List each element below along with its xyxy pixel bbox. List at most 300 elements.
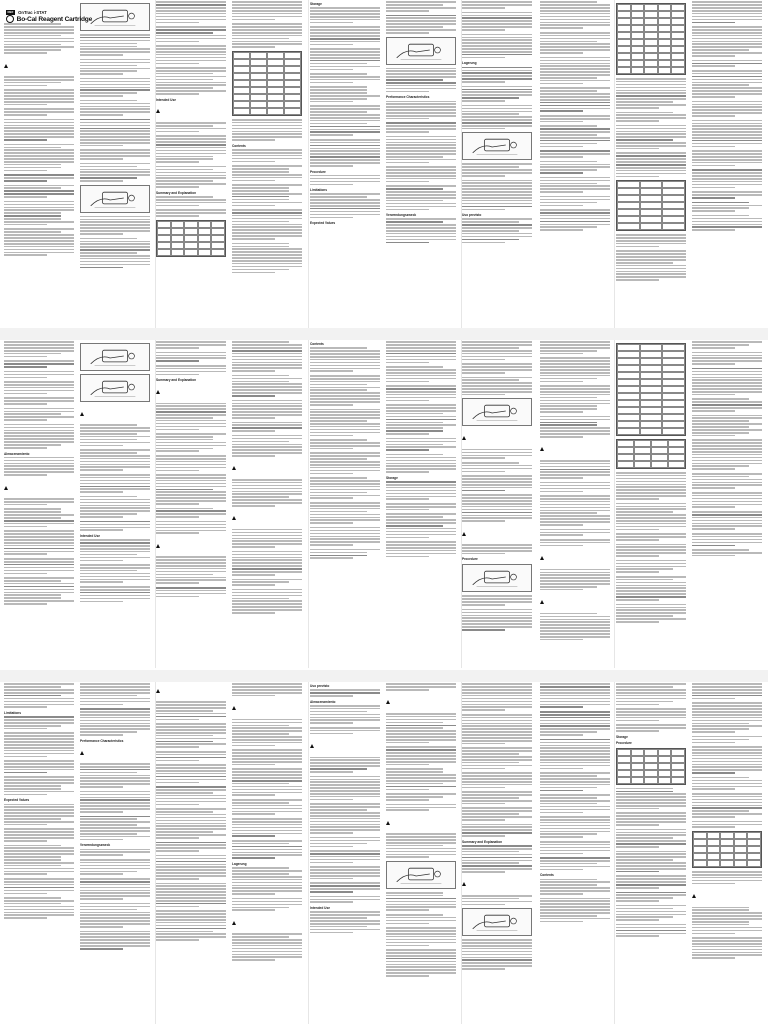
text-line (692, 432, 749, 434)
text-line (232, 400, 302, 402)
table-cell (250, 94, 267, 101)
text-line (80, 939, 150, 941)
text-line (232, 168, 289, 170)
text-line (616, 259, 686, 261)
text-line (4, 177, 74, 179)
text-line (156, 141, 226, 143)
text-line (386, 91, 429, 93)
text-line (310, 217, 353, 219)
text-line (232, 395, 275, 397)
text-line (386, 341, 456, 343)
text-line (540, 188, 610, 190)
text-line (616, 871, 659, 873)
table-cell (233, 94, 250, 101)
text-line (232, 119, 302, 121)
text-line (310, 13, 380, 15)
text-line (462, 89, 532, 91)
text-line (310, 105, 380, 107)
text-line (692, 55, 735, 57)
body-paragraph (310, 705, 380, 724)
text-line (156, 405, 226, 407)
text-line (462, 604, 505, 606)
text-line (80, 106, 150, 108)
section-heading: Storage (310, 2, 322, 6)
table-cell (284, 108, 301, 115)
text-line (80, 48, 150, 50)
text-line (462, 163, 532, 165)
body-paragraph (386, 166, 456, 182)
text-line (692, 191, 762, 193)
text-line (80, 452, 137, 454)
text-line (692, 816, 735, 818)
text-line (80, 890, 150, 892)
text-line (616, 139, 673, 141)
text-line (692, 4, 762, 6)
text-line (232, 444, 302, 446)
text-line (462, 350, 532, 352)
text-line (616, 152, 686, 154)
text-line (310, 411, 380, 413)
text-line (462, 94, 532, 96)
text-line (386, 203, 456, 205)
text-line (310, 381, 380, 383)
text-line (616, 549, 686, 551)
text-line (692, 695, 762, 697)
text-line (386, 344, 456, 346)
table-cell (668, 447, 685, 454)
text-line (692, 511, 762, 513)
body-paragraph (540, 209, 610, 231)
text-line (692, 377, 762, 379)
text-line (462, 959, 532, 961)
text-line (156, 704, 226, 706)
text-line (692, 918, 762, 920)
text-line (462, 725, 532, 727)
text-line (80, 802, 150, 804)
text-line (4, 474, 47, 476)
text-line (4, 766, 74, 768)
warning-icon (232, 921, 236, 925)
text-line (310, 519, 380, 521)
text-line (310, 92, 367, 94)
body-paragraph (4, 89, 74, 105)
body-paragraph (232, 898, 302, 911)
page-fold-line (155, 340, 156, 668)
body-paragraph (4, 508, 74, 527)
text-line (310, 538, 380, 540)
table-cell (640, 414, 663, 421)
text-line (462, 51, 532, 53)
table-cell (658, 39, 672, 46)
text-line (540, 150, 610, 152)
text-line (310, 63, 367, 65)
body-paragraph (540, 529, 610, 536)
body-paragraph (80, 849, 150, 856)
body-paragraph (156, 786, 226, 805)
table-cell (617, 11, 631, 18)
text-line (156, 834, 226, 836)
text-line (540, 24, 610, 26)
text-line (156, 166, 226, 168)
text-line (692, 146, 735, 148)
body-paragraph (386, 481, 456, 500)
text-line (462, 939, 532, 941)
text-line (232, 128, 302, 130)
text-line (462, 704, 532, 706)
text-line (692, 523, 762, 525)
text-line (232, 43, 302, 45)
text-line (540, 790, 583, 792)
text-line (156, 177, 226, 179)
text-line (156, 751, 226, 753)
text-line (692, 824, 762, 826)
text-line (310, 211, 380, 213)
text-line (692, 731, 735, 733)
section-heading: Almacenamiento (310, 699, 336, 704)
body-paragraph (540, 416, 610, 438)
text-line (4, 890, 74, 892)
body-paragraph (80, 816, 150, 841)
table-cell (671, 67, 685, 74)
text-line (310, 69, 353, 71)
text-line (692, 949, 762, 951)
text-line (156, 866, 226, 868)
text-line (232, 689, 302, 691)
text-line (156, 355, 226, 357)
body-paragraph (540, 57, 610, 85)
text-line (80, 821, 150, 823)
text-line (386, 366, 443, 368)
text-line (156, 735, 213, 737)
table-cell (640, 209, 663, 216)
text-line (80, 811, 123, 813)
text-line (232, 568, 302, 570)
text-line (462, 695, 532, 697)
text-line (692, 415, 762, 417)
text-line (540, 400, 610, 402)
text-line (540, 60, 610, 62)
body-paragraph (616, 125, 686, 150)
text-line (386, 752, 456, 754)
text-line (540, 19, 610, 21)
text-line (692, 445, 762, 447)
body-paragraph (386, 101, 456, 120)
text-line (540, 532, 610, 534)
text-line (156, 439, 213, 441)
text-line (80, 786, 123, 788)
text-line (4, 706, 47, 708)
text-line (156, 183, 226, 185)
text-line (310, 375, 380, 377)
text-line (310, 557, 353, 559)
text-line (462, 481, 532, 483)
text-line (692, 13, 762, 15)
text-line (80, 884, 150, 886)
text-line (232, 139, 275, 141)
table-cell (747, 860, 761, 867)
text-line (616, 478, 686, 480)
text-line (80, 769, 150, 771)
text-line (616, 868, 686, 870)
body-paragraph (232, 683, 302, 696)
text-line (156, 467, 226, 469)
text-line (462, 122, 532, 124)
text-line (692, 826, 735, 828)
body-paragraph (616, 250, 686, 281)
text-line (80, 581, 123, 583)
text-line (80, 51, 150, 53)
text-line (692, 96, 735, 98)
text-line (386, 70, 456, 72)
body-paragraph (80, 564, 150, 583)
text-line (80, 507, 150, 509)
text-line (156, 764, 226, 766)
body-paragraph (156, 166, 226, 188)
text-line (232, 161, 275, 163)
table-cell (734, 832, 748, 839)
text-line (156, 371, 226, 373)
text-line (310, 869, 380, 871)
text-line (4, 514, 74, 516)
text-line (692, 946, 762, 948)
text-line (692, 698, 735, 700)
text-line (540, 13, 610, 15)
text-line (462, 629, 505, 631)
text-line (310, 48, 380, 50)
text-line (80, 851, 150, 853)
text-line (310, 148, 380, 150)
text-line (156, 919, 226, 921)
body-paragraph (310, 86, 380, 102)
body-paragraph (232, 209, 302, 240)
text-line (156, 35, 226, 37)
text-line (462, 366, 532, 368)
body-paragraph (156, 682, 226, 720)
table-cell (662, 181, 685, 188)
body-paragraph (310, 896, 380, 903)
text-line (616, 930, 686, 932)
body-paragraph (386, 122, 456, 132)
table-cell (640, 188, 663, 195)
text-line (462, 478, 532, 480)
text-line (310, 486, 380, 488)
text-line (386, 933, 456, 935)
text-line (310, 111, 367, 113)
text-line (232, 933, 302, 935)
body-paragraph (462, 714, 532, 745)
text-line (156, 738, 226, 740)
text-line (4, 853, 74, 855)
table-cell (634, 454, 651, 461)
table-cell (631, 756, 645, 763)
text-line (540, 898, 610, 900)
text-line (616, 529, 659, 531)
cartridge-illustration-icon (463, 565, 531, 591)
body-paragraph (616, 576, 686, 601)
text-line (540, 433, 610, 435)
text-line (462, 471, 505, 473)
text-line (540, 140, 610, 142)
text-line (156, 530, 226, 532)
text-line (232, 811, 302, 813)
text-line (616, 503, 686, 505)
text-line (80, 859, 150, 861)
text-line (462, 45, 532, 47)
text-line (4, 441, 74, 443)
body-paragraph (310, 139, 380, 167)
text-line (156, 172, 226, 174)
section-heading: Performance Characteristics (386, 95, 430, 100)
text-line (4, 353, 61, 355)
text-line (156, 128, 226, 130)
text-line (616, 894, 686, 896)
body-paragraph (80, 586, 150, 602)
text-line (232, 901, 302, 903)
table-cell (644, 749, 658, 756)
text-line (462, 37, 532, 39)
text-line (4, 400, 74, 402)
text-line (156, 138, 226, 140)
text-line (462, 553, 505, 555)
text-line (386, 509, 429, 511)
text-line (692, 172, 762, 174)
table-cell (634, 447, 651, 454)
text-line (386, 783, 443, 785)
text-line (232, 350, 302, 352)
text-line (232, 849, 302, 851)
text-line (4, 460, 74, 462)
text-line (386, 833, 456, 835)
section-heading: Intended Use (310, 906, 331, 911)
text-line (156, 587, 226, 589)
text-line (80, 529, 123, 531)
body-paragraph (4, 732, 74, 757)
text-line (386, 777, 456, 779)
text-line (4, 906, 74, 908)
text-line (540, 569, 610, 571)
text-line (4, 831, 74, 833)
text-line (540, 110, 583, 112)
text-line (156, 464, 226, 466)
text-line (310, 365, 380, 367)
text-line (386, 848, 456, 850)
body-paragraph (4, 397, 74, 404)
text-line (232, 449, 302, 451)
section-heading: Summary and Explanation (156, 190, 197, 195)
text-line (232, 224, 302, 226)
body-paragraph (462, 429, 532, 459)
text-line (386, 544, 456, 546)
table-cell (671, 46, 685, 53)
procedure-illustration (80, 343, 150, 371)
text-line (80, 816, 150, 818)
text-line (310, 384, 367, 386)
text-line (616, 708, 686, 710)
body-paragraph (80, 539, 150, 561)
text-line (616, 161, 686, 163)
text-line (4, 249, 74, 251)
text-line (80, 219, 150, 221)
table-cell (617, 393, 640, 400)
text-line (692, 940, 762, 942)
text-line (156, 847, 226, 849)
text-line (540, 686, 610, 688)
text-line (310, 878, 353, 880)
text-line (80, 683, 150, 685)
text-line (232, 238, 275, 240)
text-line (540, 378, 597, 380)
text-line (692, 357, 762, 359)
text-line (232, 956, 302, 958)
table-cell (631, 11, 645, 18)
text-line (4, 344, 74, 346)
text-line (386, 914, 443, 916)
body-paragraph (692, 352, 762, 365)
text-line (156, 491, 226, 493)
text-line (232, 35, 302, 37)
text-line (462, 797, 519, 799)
text-line (156, 461, 226, 463)
text-line (462, 503, 532, 505)
text-line (4, 815, 74, 817)
text-line (616, 911, 686, 913)
text-line (80, 686, 150, 688)
body-paragraph (540, 879, 610, 895)
text-line (232, 502, 302, 504)
text-line (540, 134, 597, 136)
body-paragraph (80, 859, 150, 875)
text-line (310, 527, 380, 529)
text-line (310, 395, 380, 397)
text-line (80, 114, 123, 116)
text-line (386, 809, 429, 811)
text-line (540, 65, 610, 67)
text-line (386, 749, 456, 751)
text-line (232, 722, 302, 724)
text-line (616, 692, 686, 694)
text-line (540, 734, 583, 736)
text-line (540, 616, 610, 618)
text-line (692, 533, 762, 535)
text-line (692, 909, 749, 911)
text-line (540, 731, 597, 733)
text-line (616, 887, 659, 889)
table-cell (267, 66, 284, 73)
text-line (4, 95, 74, 97)
text-line (232, 46, 275, 48)
text-line (4, 779, 74, 781)
text-line (80, 496, 137, 498)
text-line (616, 881, 686, 883)
text-line (462, 743, 505, 745)
product-line-text: OnTrac i-STAT (18, 10, 47, 15)
text-line (156, 420, 226, 422)
text-line (386, 239, 456, 241)
body-paragraph (692, 702, 762, 733)
text-line (310, 54, 380, 56)
body-paragraph (156, 883, 226, 908)
text-line (692, 404, 762, 406)
text-line (80, 903, 150, 905)
text-line (540, 196, 610, 198)
text-line (310, 108, 380, 110)
text-line (80, 554, 137, 556)
text-line (80, 948, 123, 950)
body-paragraph (462, 1, 532, 8)
text-line (232, 152, 302, 154)
table-cell (671, 4, 685, 11)
text-line (80, 469, 123, 471)
